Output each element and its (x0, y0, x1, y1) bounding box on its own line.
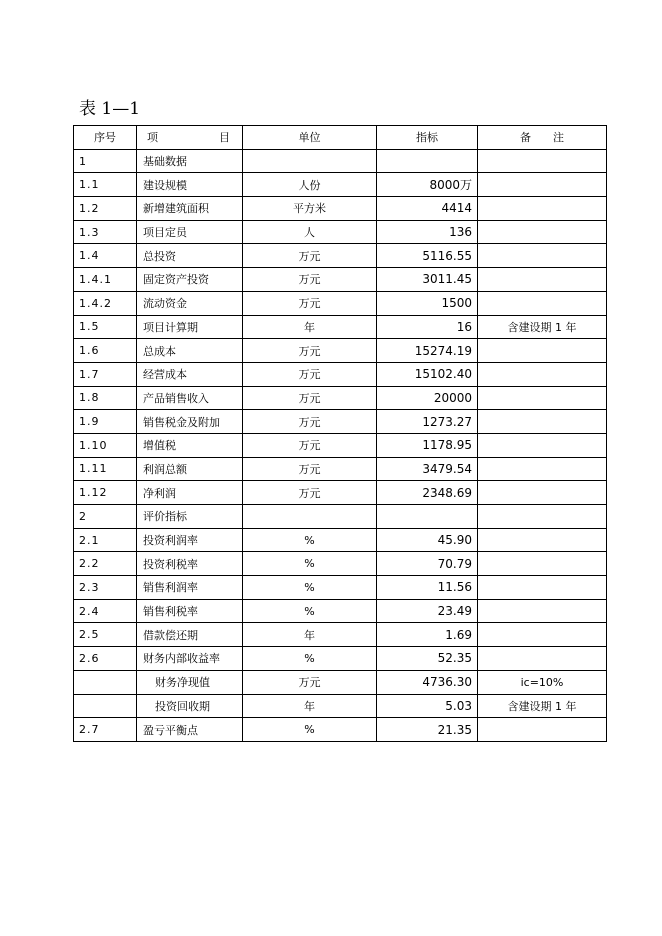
row-unit: 人 (243, 220, 377, 244)
row-item: 经营成本 (137, 362, 243, 386)
row-item: 建设规模 (137, 173, 243, 197)
row-item: 投资回收期 (137, 694, 243, 718)
row-unit: 年 (243, 315, 377, 339)
row-item: 净利润 (137, 481, 243, 505)
header-unit: 单位 (243, 126, 377, 150)
table-row (74, 433, 607, 457)
table-row (74, 173, 607, 197)
table-row (74, 670, 607, 694)
row-value: 23.49 (377, 599, 478, 623)
row-unit: % (243, 599, 377, 623)
row-item: 投资利润率 (137, 528, 243, 552)
row-seq: 2.5 (74, 623, 137, 647)
table-row (74, 220, 607, 244)
row-note (478, 505, 607, 529)
table-row (74, 268, 607, 292)
header-note: 备 注 (478, 126, 607, 150)
row-note (478, 386, 607, 410)
row-note (478, 433, 607, 457)
header-item (137, 126, 243, 150)
row-seq: 1.4 (74, 244, 137, 268)
row-unit: % (243, 552, 377, 576)
row-value: 1178.95 (377, 433, 478, 457)
table-row (74, 197, 607, 221)
row-note (478, 457, 607, 481)
table-row (74, 718, 607, 742)
row-value: 5116.55 (377, 244, 478, 268)
table-row (74, 291, 607, 315)
row-unit: % (243, 576, 377, 600)
row-value: 15274.19 (377, 339, 478, 363)
row-seq: 1.3 (74, 220, 137, 244)
row-note: 含建设期 1 年 (478, 694, 607, 718)
row-unit: 万元 (243, 433, 377, 457)
table-row (74, 362, 607, 386)
row-seq (74, 694, 137, 718)
row-value: 52.35 (377, 647, 478, 671)
row-value: 45.90 (377, 528, 478, 552)
row-value: 8000万 (377, 173, 478, 197)
table-row (74, 528, 607, 552)
row-item: 财务内部收益率 (137, 647, 243, 671)
row-note (478, 718, 607, 742)
row-value: 1273.27 (377, 410, 478, 434)
row-item: 流动资金 (137, 291, 243, 315)
row-item: 盈亏平衡点 (137, 718, 243, 742)
row-seq (74, 670, 137, 694)
row-note (478, 149, 607, 173)
row-seq: 1.2 (74, 197, 137, 221)
row-unit (243, 505, 377, 529)
row-unit: 万元 (243, 481, 377, 505)
row-item: 利润总额 (137, 457, 243, 481)
row-note (478, 291, 607, 315)
row-seq: 1.4.2 (74, 291, 137, 315)
row-seq: 1.9 (74, 410, 137, 434)
row-seq: 1 (74, 149, 137, 173)
row-value: 2348.69 (377, 481, 478, 505)
row-item: 新增建筑面积 (137, 197, 243, 221)
table-caption: 表 1—1 (79, 99, 141, 119)
row-seq: 2.6 (74, 647, 137, 671)
row-seq: 1.10 (74, 433, 137, 457)
row-note (478, 244, 607, 268)
row-unit: 万元 (243, 268, 377, 292)
table-row (74, 410, 607, 434)
table-row (74, 552, 607, 576)
row-item: 产品销售收入 (137, 386, 243, 410)
row-value: 16 (377, 315, 478, 339)
row-unit: 人份 (243, 173, 377, 197)
row-item: 财务净现值 (137, 670, 243, 694)
row-unit: 万元 (243, 386, 377, 410)
indicator-table (73, 125, 607, 742)
row-unit: % (243, 528, 377, 552)
row-item: 销售税金及附加 (137, 410, 243, 434)
header-item-right: 目 (219, 131, 230, 145)
row-value: 3011.45 (377, 268, 478, 292)
row-value: 4414 (377, 197, 478, 221)
row-note (478, 623, 607, 647)
row-note (478, 410, 607, 434)
row-unit: % (243, 647, 377, 671)
row-note (478, 339, 607, 363)
row-note (478, 599, 607, 623)
row-unit: 万元 (243, 291, 377, 315)
row-seq: 1.7 (74, 362, 137, 386)
row-seq: 1.1 (74, 173, 137, 197)
row-note (478, 268, 607, 292)
table-row (74, 244, 607, 268)
row-item: 销售利润率 (137, 576, 243, 600)
table-row (74, 576, 607, 600)
row-value: 1500 (377, 291, 478, 315)
row-value: 3479.54 (377, 457, 478, 481)
row-item: 总成本 (137, 339, 243, 363)
row-note (478, 362, 607, 386)
table-row (74, 647, 607, 671)
row-seq: 1.5 (74, 315, 137, 339)
row-item: 评价指标 (137, 505, 243, 529)
row-item: 销售利税率 (137, 599, 243, 623)
row-value: 136 (377, 220, 478, 244)
table-row (74, 599, 607, 623)
row-seq: 2.1 (74, 528, 137, 552)
row-unit: 年 (243, 694, 377, 718)
row-unit: 万元 (243, 410, 377, 434)
header-indicator: 指标 (377, 126, 478, 150)
row-note (478, 197, 607, 221)
row-value: 4736.30 (377, 670, 478, 694)
row-value: 70.79 (377, 552, 478, 576)
row-seq: 2.4 (74, 599, 137, 623)
row-unit (243, 149, 377, 173)
row-value: 20000 (377, 386, 478, 410)
table-header-row (74, 126, 607, 150)
table-row (74, 149, 607, 173)
row-unit: 平方米 (243, 197, 377, 221)
row-note (478, 173, 607, 197)
table-row (74, 339, 607, 363)
table-row (74, 481, 607, 505)
table-row (74, 386, 607, 410)
header-seq: 序号 (74, 126, 137, 150)
row-unit: 万元 (243, 339, 377, 363)
table-row (74, 457, 607, 481)
row-seq: 2.2 (74, 552, 137, 576)
table-row (74, 623, 607, 647)
row-item: 借款偿还期 (137, 623, 243, 647)
row-note (478, 481, 607, 505)
row-value: 15102.40 (377, 362, 478, 386)
row-note: 含建设期 1 年 (478, 315, 607, 339)
row-unit: 年 (243, 623, 377, 647)
row-seq: 2 (74, 505, 137, 529)
row-item: 增值税 (137, 433, 243, 457)
row-unit: 万元 (243, 362, 377, 386)
table-row (74, 315, 607, 339)
row-item: 总投资 (137, 244, 243, 268)
row-note (478, 552, 607, 576)
row-unit: 万元 (243, 670, 377, 694)
row-unit: 万元 (243, 244, 377, 268)
row-seq: 2.7 (74, 718, 137, 742)
row-seq: 1.8 (74, 386, 137, 410)
row-seq: 1.4.1 (74, 268, 137, 292)
row-item: 基础数据 (137, 149, 243, 173)
table-row (74, 694, 607, 718)
row-note: ic=10% (478, 670, 607, 694)
row-value: 1.69 (377, 623, 478, 647)
row-note (478, 528, 607, 552)
row-seq: 1.11 (74, 457, 137, 481)
row-unit: 万元 (243, 457, 377, 481)
row-item: 投资利税率 (137, 552, 243, 576)
row-item: 项目定员 (137, 220, 243, 244)
row-value (377, 505, 478, 529)
row-value (377, 149, 478, 173)
row-note (478, 647, 607, 671)
row-value: 11.56 (377, 576, 478, 600)
row-item: 项目计算期 (137, 315, 243, 339)
row-seq: 1.6 (74, 339, 137, 363)
row-note (478, 576, 607, 600)
header-item-left: 项 (147, 131, 158, 145)
row-unit: % (243, 718, 377, 742)
row-item: 固定资产投资 (137, 268, 243, 292)
row-seq: 2.3 (74, 576, 137, 600)
table-row (74, 505, 607, 529)
row-value: 5.03 (377, 694, 478, 718)
row-note (478, 220, 607, 244)
row-seq: 1.12 (74, 481, 137, 505)
row-value: 21.35 (377, 718, 478, 742)
